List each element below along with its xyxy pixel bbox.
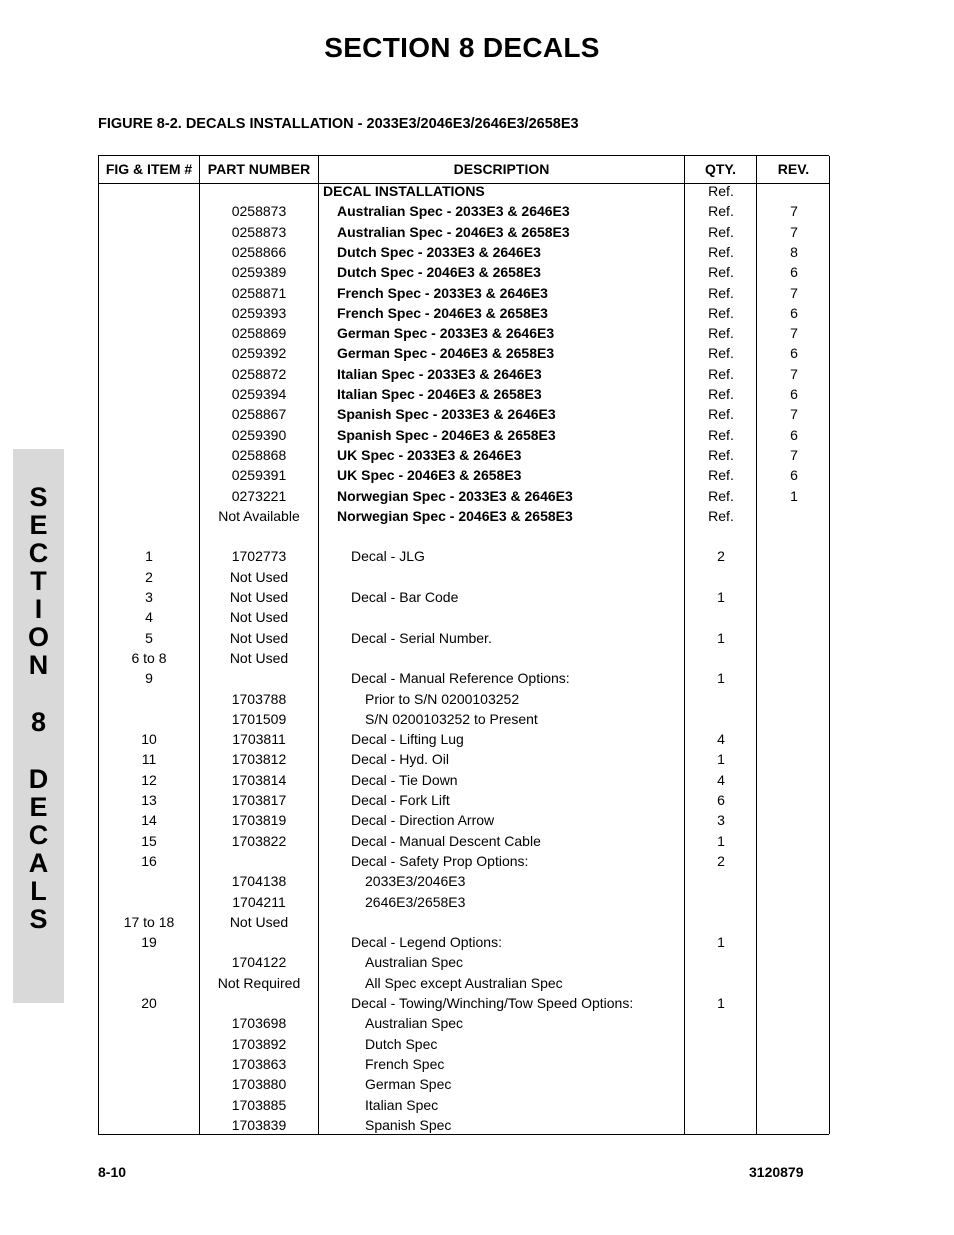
qty-cell: 1	[717, 832, 725, 849]
part-number-cell: 0258867	[231, 406, 287, 423]
qty-cell: 4	[717, 771, 725, 788]
part-number-cell: Not Required	[217, 974, 301, 991]
qty-cell: Ref.	[708, 365, 734, 382]
qty-cell: Ref.	[708, 507, 734, 524]
section-side-tab	[13, 449, 64, 1003]
part-number-cell: 0259394	[231, 386, 287, 402]
description-cell: German Spec	[365, 1076, 452, 1093]
qty-cell: 1	[717, 629, 725, 646]
column-divider	[318, 156, 319, 1134]
qty-cell: Ref.	[708, 446, 734, 463]
rev-cell: 6	[790, 386, 798, 402]
qty-cell: Ref.	[708, 243, 734, 260]
part-number-cell: 0259389	[231, 264, 287, 281]
side-tab-letter: E	[29, 510, 48, 540]
rev-cell: 6	[790, 426, 798, 443]
description-cell: All Spec except Australian Spec	[365, 974, 563, 991]
qty-cell: Ref.	[708, 487, 734, 504]
description-cell: Decal - Safety Prop Options:	[351, 852, 529, 869]
description-cell: French Spec - 2046E3 & 2658E3	[337, 304, 548, 321]
rev-cell: 7	[790, 223, 798, 240]
part-number-cell: 0258871	[231, 284, 287, 301]
part-number-cell: 1703863	[231, 1055, 287, 1072]
side-tab-letter: 8	[30, 707, 47, 737]
rev-cell: 6	[790, 304, 798, 321]
side-tab-letter: S	[29, 904, 48, 934]
qty-cell: 1	[717, 670, 725, 687]
part-number-cell: 1704138	[231, 873, 287, 890]
part-number-cell: 1703819	[231, 812, 287, 829]
description-cell: Norwegian Spec - 2046E3 & 2658E3	[337, 507, 573, 524]
qty-cell: 1	[717, 995, 725, 1011]
header-part-number: PART NUMBER	[200, 156, 318, 184]
part-number-cell: Not Used	[229, 649, 289, 666]
fig-item-cell: 1	[145, 548, 153, 565]
description-cell: Prior to S/N 0200103252	[365, 690, 520, 707]
fig-item-cell: 13	[141, 792, 157, 808]
qty-cell: 1	[717, 589, 725, 605]
part-number-cell: 1703817	[231, 792, 287, 808]
qty-cell: Ref.	[708, 223, 734, 240]
description-cell: Decal - Manual Reference Options:	[351, 670, 570, 687]
side-tab-letter: I	[34, 594, 43, 624]
fig-item-cell: 19	[141, 934, 157, 951]
part-number-cell: 0258868	[231, 446, 287, 463]
fig-item-cell: 2	[145, 568, 153, 585]
fig-item-cell: 16	[141, 852, 157, 869]
description-cell: Norwegian Spec - 2033E3 & 2646E3	[337, 487, 573, 504]
description-cell: Italian Spec - 2046E3 & 2658E3	[337, 386, 542, 402]
description-cell: Decal - Towing/Winching/Tow Speed Options:	[351, 995, 634, 1011]
header-rev: REV.	[757, 156, 830, 184]
part-number-cell: 1703885	[231, 1096, 287, 1113]
qty-cell: 4	[717, 731, 725, 748]
qty-cell: Ref.	[708, 406, 734, 423]
rev-cell: 7	[790, 365, 798, 382]
description-cell: Decal - Fork Lift	[351, 792, 450, 808]
part-number-cell: Not Used	[229, 913, 289, 930]
description-cell: S/N 0200103252 to Present	[365, 710, 538, 727]
description-cell: Spanish Spec	[365, 1116, 452, 1133]
fig-item-cell: 9	[145, 670, 153, 687]
side-tab-letter: D	[28, 764, 49, 794]
fig-item-cell: 6 to 8	[131, 649, 167, 666]
description-cell: Decal - Tie Down	[351, 771, 458, 788]
qty-cell: Ref.	[708, 284, 734, 301]
rev-cell: 7	[790, 325, 798, 342]
description-cell: Dutch Spec - 2033E3 & 2646E3	[337, 243, 541, 260]
part-number-cell: 0273221	[231, 487, 287, 504]
part-number-cell: 1703814	[231, 771, 287, 788]
description-cell: Australian Spec	[365, 954, 464, 971]
rev-cell: 7	[790, 406, 798, 423]
qty-cell: Ref.	[708, 183, 734, 199]
fig-item-cell: 15	[141, 832, 157, 849]
part-number-cell: 1703892	[231, 1035, 287, 1052]
parts-table	[98, 155, 829, 1135]
description-cell: Decal - Bar Code	[351, 589, 459, 605]
section-title: SECTION 8 DECALS	[324, 32, 600, 63]
description-cell: Australian Spec - 2046E3 & 2658E3	[337, 223, 570, 240]
part-number-cell: 1703822	[231, 832, 287, 849]
qty-cell: Ref.	[708, 203, 734, 220]
side-tab-letter: L	[30, 876, 47, 906]
description-cell: German Spec - 2033E3 & 2646E3	[337, 325, 555, 342]
rev-cell: 6	[790, 467, 798, 484]
part-number-cell: 0259390	[231, 426, 287, 443]
header-fig-item: FIG & ITEM #	[99, 156, 199, 184]
rev-cell: 6	[790, 345, 798, 362]
document-number: 3120879	[749, 1164, 804, 1180]
fig-item-cell: 4	[145, 609, 153, 626]
part-number-cell: 0258872	[231, 365, 287, 382]
description-cell: 2646E3/2658E3	[365, 893, 466, 910]
description-cell: Spanish Spec - 2033E3 & 2646E3	[337, 406, 556, 423]
column-divider	[684, 156, 685, 1134]
description-cell: Decal - Serial Number.	[351, 629, 492, 646]
part-number-cell: 1704122	[231, 954, 287, 971]
description-cell: Decal - Manual Descent Cable	[351, 832, 541, 849]
description-cell: French Spec	[365, 1055, 445, 1072]
fig-item-cell: 12	[141, 771, 157, 788]
qty-cell: Ref.	[708, 264, 734, 281]
part-number-cell: 1701509	[231, 710, 287, 727]
part-number-cell: Not Available	[218, 507, 300, 524]
description-cell: DECAL INSTALLATIONS	[323, 183, 485, 199]
part-number-cell: Not Used	[229, 589, 289, 605]
qty-cell: 2	[717, 548, 725, 565]
qty-cell: Ref.	[708, 325, 734, 342]
qty-cell: Ref.	[708, 304, 734, 321]
qty-cell: 3	[717, 812, 725, 829]
fig-item-cell: 20	[141, 995, 157, 1011]
description-cell: 2033E3/2046E3	[365, 873, 466, 890]
description-cell: Decal - Direction Arrow	[351, 812, 495, 829]
page-number: 8-10	[98, 1164, 127, 1180]
rev-cell: 7	[790, 284, 798, 301]
part-number-cell: 1703811	[232, 731, 286, 748]
qty-cell: Ref.	[708, 345, 734, 362]
column-divider	[756, 156, 757, 1134]
qty-cell: 6	[717, 792, 725, 808]
part-number-cell: 0258866	[231, 243, 287, 260]
qty-cell: 1	[717, 934, 725, 951]
side-tab-letter: C	[28, 820, 49, 850]
part-number-cell: 0258869	[231, 325, 287, 342]
description-cell: French Spec - 2033E3 & 2646E3	[337, 284, 548, 301]
qty-cell: Ref.	[708, 386, 734, 402]
figure-title: FIGURE 8-2. DECALS INSTALLATION - 2033E3/2046E3/2646E3/2658E3	[98, 116, 579, 132]
qty-cell: 1	[717, 751, 725, 768]
rev-cell: 7	[790, 446, 798, 463]
description-cell: Australian Spec - 2033E3 & 2646E3	[337, 203, 570, 220]
rev-cell: 1	[790, 487, 798, 504]
description-cell: Italian Spec - 2033E3 & 2646E3	[337, 365, 542, 382]
part-number-cell: 1703788	[231, 690, 287, 707]
side-tab-letter: A	[28, 848, 49, 878]
part-number-cell: 1703812	[231, 751, 287, 768]
part-number-cell: 1704211	[232, 893, 286, 910]
header-qty: QTY.	[685, 156, 756, 184]
part-number-cell: 0258873	[231, 223, 287, 240]
part-number-cell: 1703880	[231, 1076, 287, 1093]
description-cell: Decal - Legend Options:	[351, 934, 502, 951]
part-number-cell: 1703698	[231, 1015, 287, 1032]
description-cell: Dutch Spec	[365, 1035, 438, 1052]
part-number-cell: Not Used	[229, 629, 289, 646]
fig-item-cell: 5	[145, 629, 153, 646]
qty-cell: Ref.	[708, 426, 734, 443]
fig-item-cell: 10	[141, 731, 157, 748]
description-cell: Decal - JLG	[351, 548, 425, 565]
part-number-cell: Not Used	[229, 609, 289, 626]
description-cell: Dutch Spec - 2046E3 & 2658E3	[337, 264, 541, 281]
fig-item-cell: 3	[145, 589, 153, 605]
description-cell: Spanish Spec - 2046E3 & 2658E3	[337, 426, 556, 443]
description-cell: Italian Spec	[365, 1096, 439, 1113]
qty-cell: 2	[717, 852, 725, 869]
description-cell: Australian Spec	[365, 1015, 464, 1032]
description-cell: Decal - Hyd. Oil	[351, 751, 450, 768]
side-tab-letter: S	[29, 482, 48, 512]
part-number-cell: Not Used	[229, 568, 289, 585]
description-cell: Decal - Lifting Lug	[351, 731, 464, 748]
rev-cell: 7	[790, 203, 798, 220]
description-cell: German Spec - 2046E3 & 2658E3	[337, 345, 555, 362]
header-description: DESCRIPTION	[319, 156, 684, 184]
side-tab-letter: C	[28, 538, 49, 568]
fig-item-cell: 14	[141, 812, 157, 829]
fig-item-cell: 11	[141, 751, 157, 768]
part-number-cell: 1703839	[231, 1116, 287, 1133]
description-cell: UK Spec - 2046E3 & 2658E3	[337, 467, 522, 484]
side-tab-letter: N	[28, 650, 49, 680]
side-tab-letter: E	[29, 792, 48, 822]
part-number-cell: 0259393	[231, 304, 287, 321]
part-number-cell: 0259392	[231, 345, 287, 362]
qty-cell: Ref.	[708, 467, 734, 484]
side-tab-letter: T	[30, 566, 47, 596]
fig-item-cell: 17 to 18	[123, 913, 175, 930]
part-number-cell: 0258873	[231, 203, 287, 220]
part-number-cell: 0259391	[231, 467, 287, 484]
side-tab-letter: O	[27, 622, 49, 652]
part-number-cell: 1702773	[231, 548, 287, 565]
description-cell: UK Spec - 2033E3 & 2646E3	[337, 446, 522, 463]
rev-cell: 8	[790, 243, 798, 260]
rev-cell: 6	[790, 264, 798, 281]
